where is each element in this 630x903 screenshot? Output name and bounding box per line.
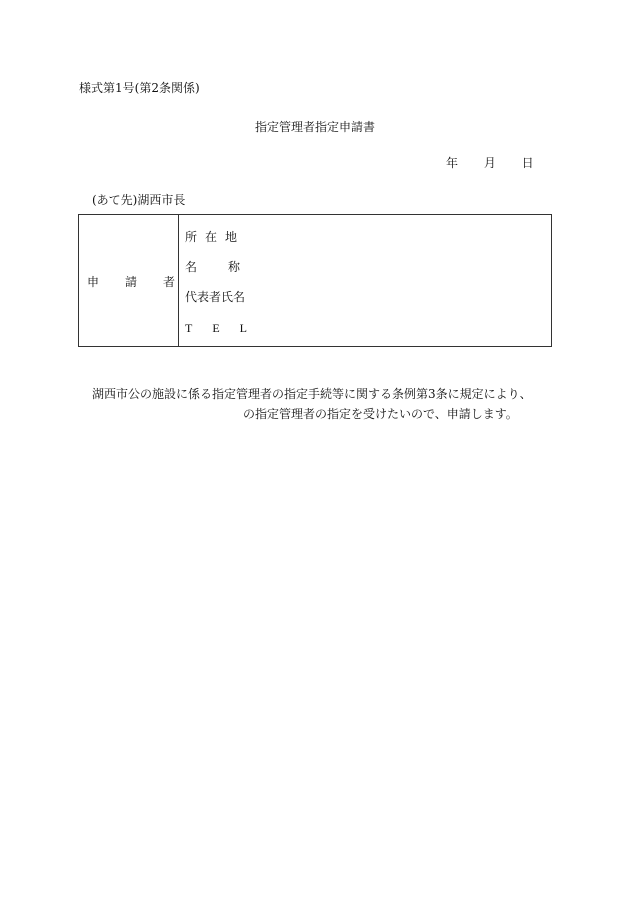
date-line: 年 月 日: [446, 156, 534, 170]
body-text-line-1: 湖西市公の施設に係る指定管理者の指定手続等に関する条例第3条に規定により、: [92, 387, 532, 401]
applicant-label: 申請者: [87, 275, 202, 289]
addressee: (あて先)湖西市長: [92, 193, 186, 207]
document-title: 指定管理者指定申請書: [254, 120, 375, 134]
tel-label: TEL: [185, 321, 267, 335]
body-text-line-2: の指定管理者の指定を受けたいので、申請します。: [243, 407, 518, 421]
form-number: 様式第1号(第2条関係): [79, 81, 200, 95]
representative-name-label: 代表者氏名: [185, 290, 246, 304]
name-label: 名称: [185, 260, 272, 274]
address-label: 所在地: [185, 230, 246, 244]
applicant-label-cell: [79, 215, 202, 346]
applicant-table: [78, 214, 552, 347]
